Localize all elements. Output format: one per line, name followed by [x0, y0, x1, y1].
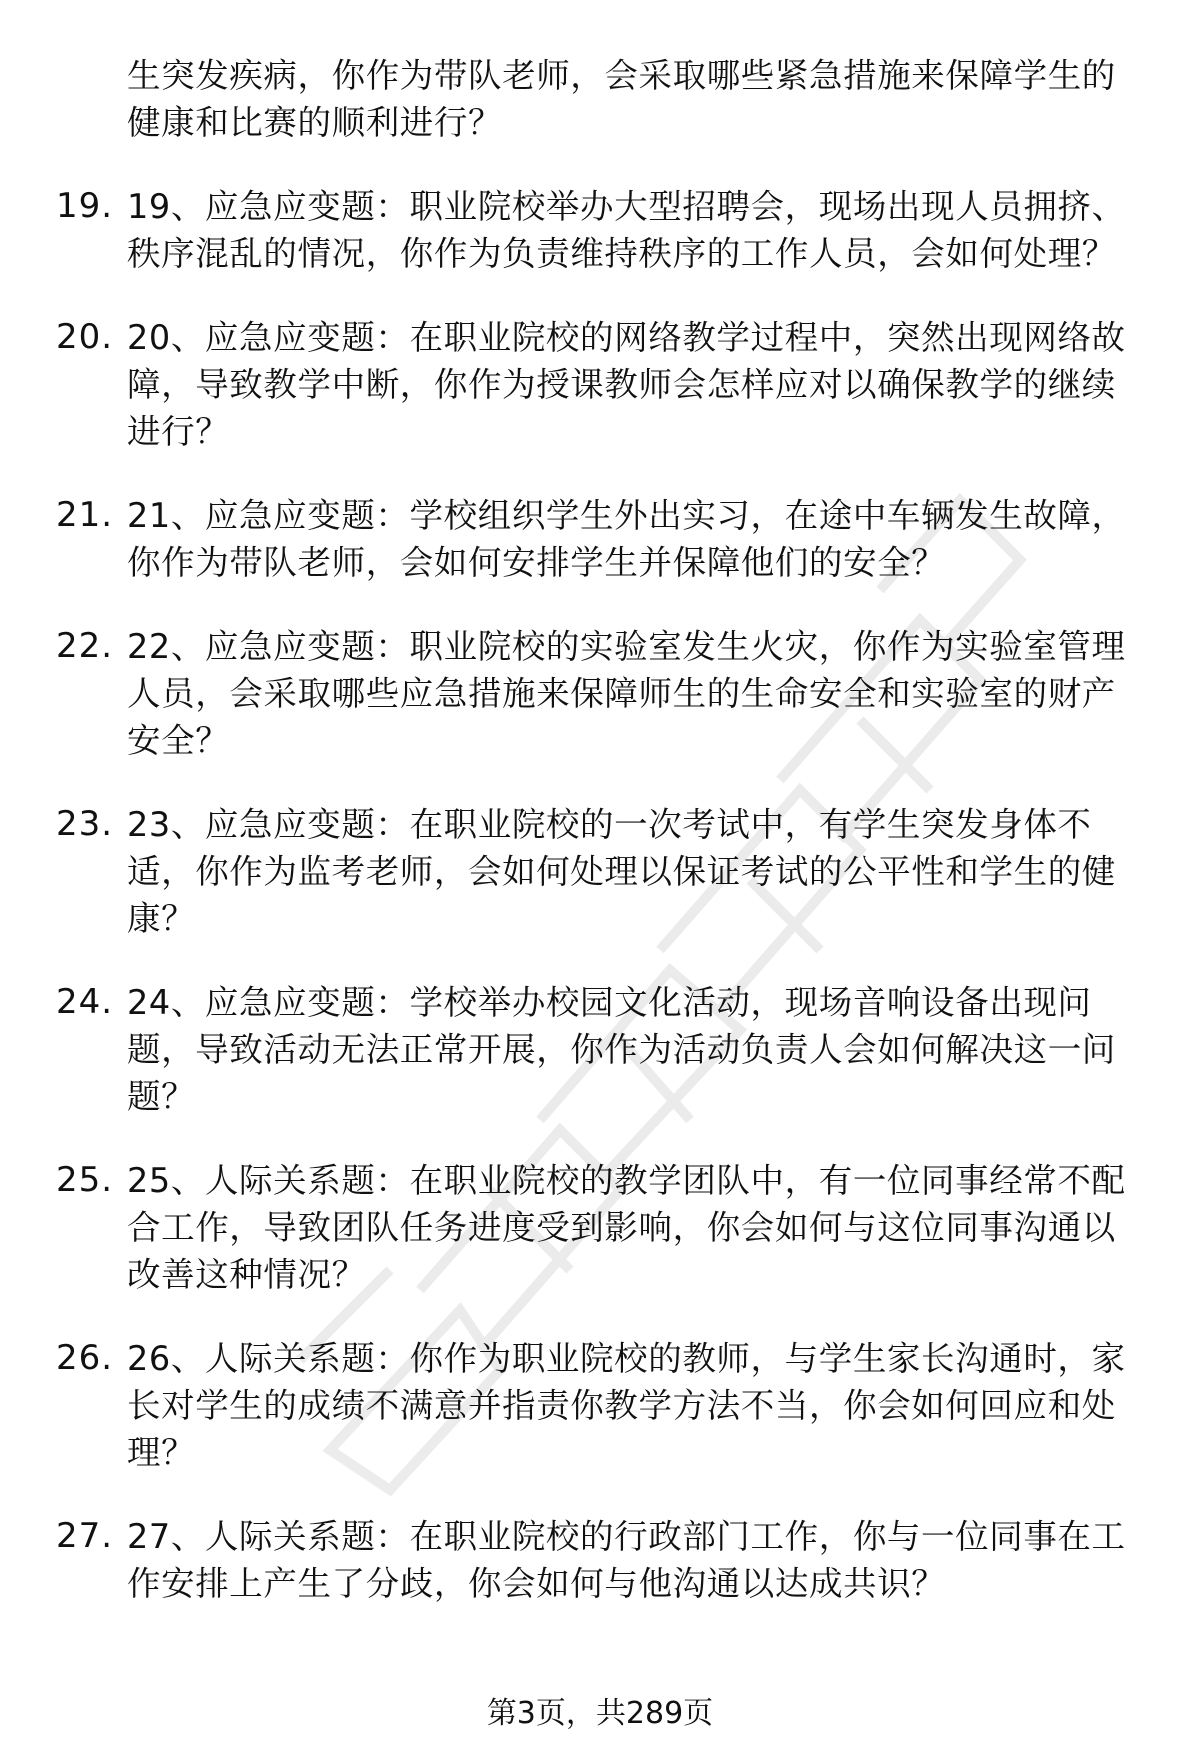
list-item-number: 26. [56, 1338, 114, 1378]
list-item [0, 1335, 1200, 1476]
list-item [0, 1513, 1200, 1607]
list-item [0, 801, 1200, 942]
list-item-text: 26、人际关系题：你作为职业院校的教师，与学生家长沟通时，家长对学生的成绩不满意并指责你教学方法不当，你会如何回应和处理？ [127, 1339, 1126, 1472]
list-item-number: 22. [56, 626, 114, 666]
list-item [0, 314, 1200, 455]
list-item-text: 24、应急应变题：学校举办校园文化活动，现场音响设备出现问题，导致活动无法正常开展，你作为活动负责人会如何解决这一问题？ [127, 983, 1116, 1116]
list-item-text: 生突发疾病，你作为带队老师，会采取哪些紧急措施来保障学生的健康和比赛的顺利进行？ [127, 56, 1116, 142]
list-item-text: 25、人际关系题：在职业院校的教学团队中，有一位同事经常不配合工作，导致团队任务进度受到影响，你会如何与这位同事沟通以改善这种情况？ [127, 1161, 1126, 1294]
list-item-text: 21、应急应变题：学校组织学生外出实习，在途中车辆发生故障，你作为带队老师，会如何安排学生并保障他们的安全？ [127, 496, 1126, 582]
list-item [0, 52, 1200, 146]
list-item [0, 492, 1200, 586]
list-item-number: 20. [56, 317, 114, 357]
list-item-text: 27、人际关系题：在职业院校的行政部门工作，你与一位同事在工作安排上产生了分歧，你会如何与他沟通以达成共识？ [127, 1517, 1126, 1603]
list-item-number: 23. [56, 804, 114, 844]
list-item-text: 19、应急应变题：职业院校举办大型招聘会，现场出现人员拥挤、秩序混乱的情况，你作为负责维持秩序的工作人员，会如何处理？ [127, 187, 1126, 273]
list-item-number: 24. [56, 982, 114, 1022]
list-item-number: 27. [56, 1516, 114, 1556]
page-footer: 第3页，共289页 [486, 1696, 714, 1731]
question-list [0, 52, 1200, 1644]
list-item [0, 183, 1200, 277]
list-item [0, 623, 1200, 764]
list-item-number: 21. [56, 495, 114, 535]
list-item [0, 1157, 1200, 1298]
list-item [0, 979, 1200, 1120]
list-item-text: 20、应急应变题：在职业院校的网络教学过程中，突然出现网络故障，导致教学中断，你作为授课教师会怎样应对以确保教学的继续进行？ [127, 318, 1126, 451]
list-item-number: 25. [56, 1160, 114, 1200]
list-item-text: 23、应急应变题：在职业院校的一次考试中，有学生突发身体不适，你作为监考老师，会如何处理以保证考试的公平性和学生的健康？ [127, 805, 1116, 938]
list-item-text: 22、应急应变题：职业院校的实验室发生火灾，你作为实验室管理人员，会采取哪些应急措施来保障师生的生命安全和实验室的财产安全？ [127, 627, 1126, 760]
list-item-number: 19. [56, 186, 114, 226]
